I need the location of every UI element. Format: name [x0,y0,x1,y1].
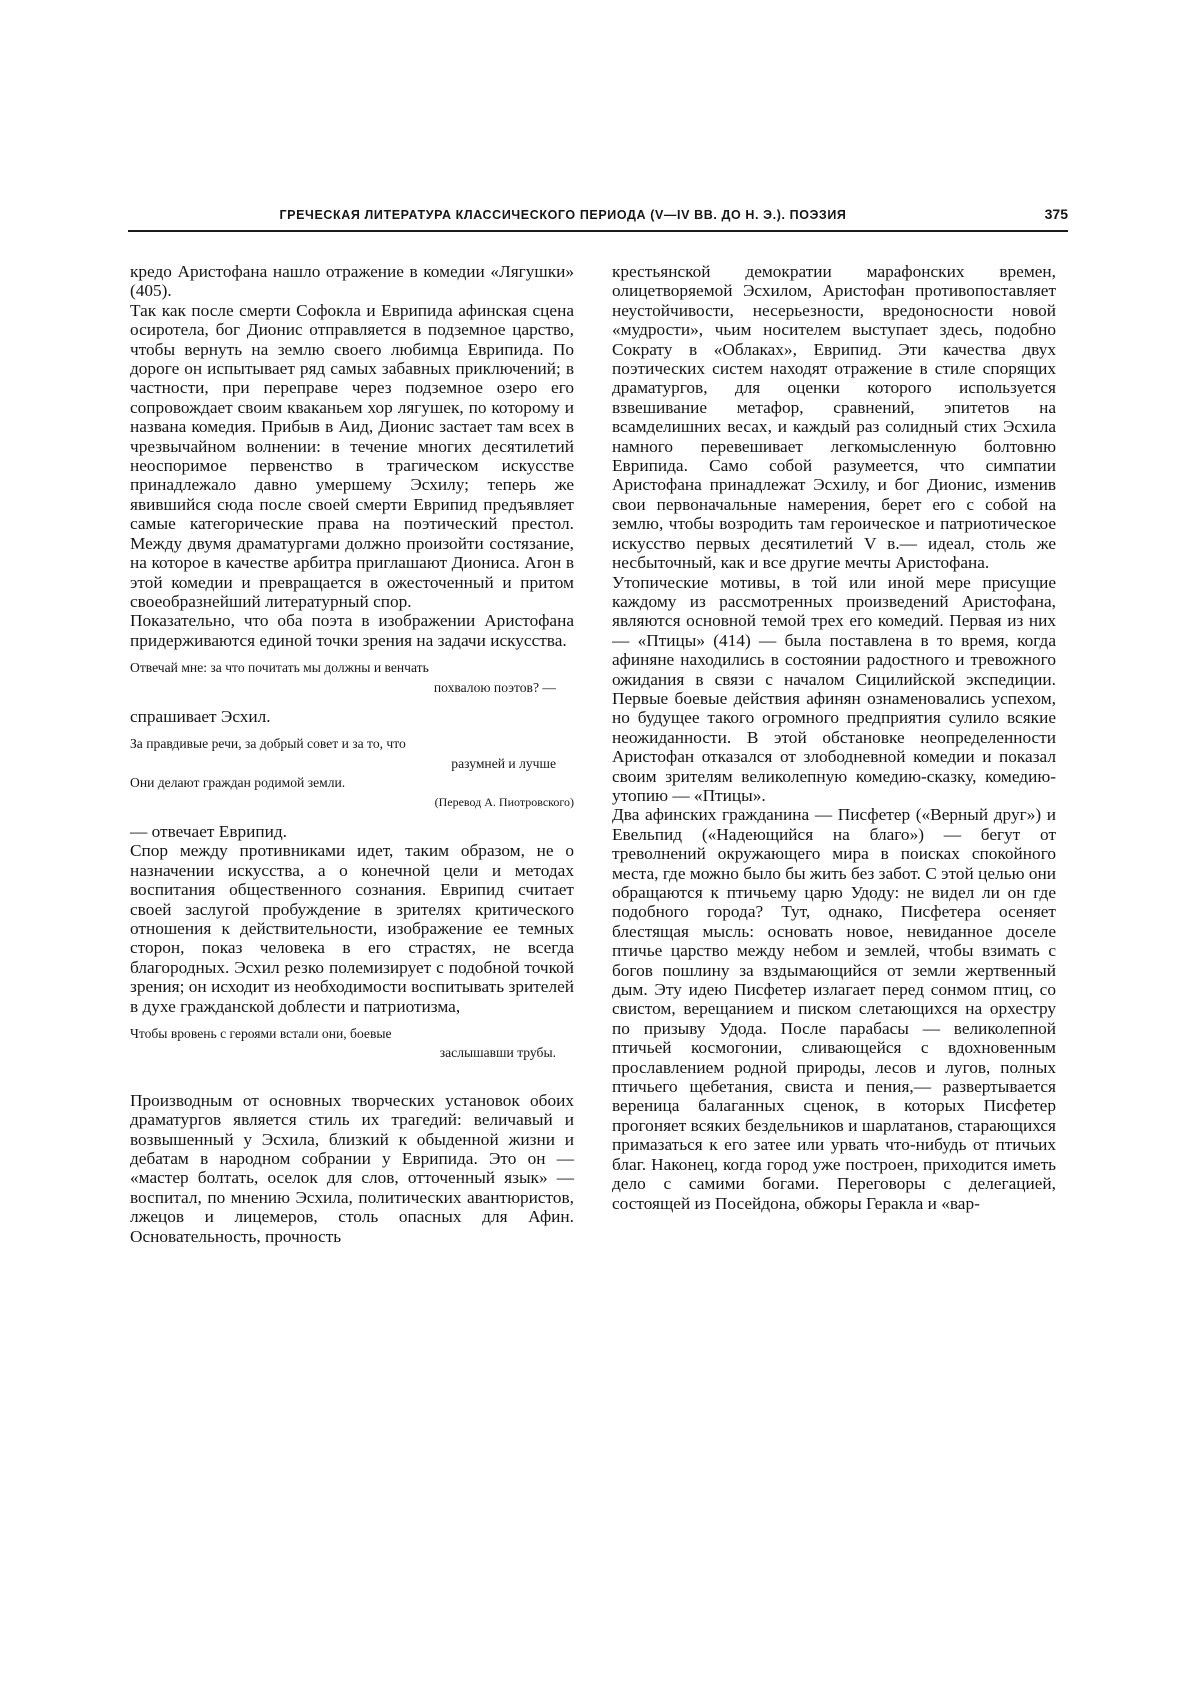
right-column [612,262,1056,1213]
paragraph: Спор между противниками идет, таким образом, не о назначении искусства, а о конечной цели и методах воспитания общественного сознания. Еврипид считает своей заслугой пробуждение в зрителях критического отношения к действительности, изображение ее темных сторон, показ человека в его страстях, не всегда благородных. Эсхил резко полемизирует с подобной точкой зрения; он исходит из необходимости воспитывать зрителей в духе гражданской доблести и патриотизма, [130,841,574,1016]
verse-line: заслышавши трубы. [439,1045,556,1061]
paragraph: — отвечает Еврипид. [130,821,287,841]
verse-line: За правдивые речи, за добрый совет и за то, что [130,736,406,752]
verse-line: Они делают граждан родимой земли. [130,775,346,791]
running-title: ГРЕЧЕСКАЯ ЛИТЕРАТУРА КЛАССИЧЕСКОГО ПЕРИОДА (V—IV ВВ. ДО Н. Э.). ПОЭЗИЯ [279,208,847,222]
verse-line: Чтобы вровень с героями встали они, боевые [130,1026,392,1042]
page-number: 375 [1044,206,1068,222]
paragraph: Показательно, что оба поэта в изображении Аристофана придерживаются единой точки зрения на задачи искусства. [130,611,574,650]
verse-line: Отвечай мне: за что почитать мы должны и венчать [130,660,429,676]
translation-credit: (Перевод А. Пиотровского) [434,794,574,809]
verse-quote [130,658,574,697]
verse-quote [130,734,574,812]
left-column [130,262,574,1246]
verse-line: похвалою поэтов? — [433,679,556,695]
paragraph: Производным от основных творческих установок обоих драматургов является стиль их трагедий: величавый и возвышенный у Эсхила, близкий к обыденной жизни и дебатам в народном собрании у Еврипида. Это он — «мастер болтать, оселок для слов, отточенный язык» — воспитал, по мнению Эсхила, политических авантюристов, лжецов и лицемеров, столь опасных для Афин. Основательность, прочность [130,1090,574,1246]
verse-line: разумней и лучше [451,755,556,771]
paragraph: кредо Аристофана нашло отражение в комедии «Лягушки» (405). [130,262,574,301]
paragraph: спрашивает Эсхил. [130,706,271,726]
verse-quote [130,1024,574,1063]
paragraph: Утопические мотивы, в той или иной мере присущие каждому из рассмотренных произведений Аристофана, являются основной темой трех его комедий. Первая из них — «Птицы» (414) — была поставлена в то время, когда афиняне находились в состоянии радостного и тревожного ожидания в связи с началом Сицилийской экспедиции. Первые боевые действия афинян ознаменовались успехом, но будущее такого огромного предприятия сулило всякие неожиданности. В этой обстановке неопределенности Аристофан отказался от злободневной комедии и показал своим зрителям великолепную комедию-сказку, комедию-утопию — «Птицы». [612,572,1056,805]
paragraph: Так как после смерти Софокла и Еврипида афинская сцена осиротела, бог Дионис отправляется в подземное царство, чтобы вернуть на землю своего любимца Еврипида. По дороге он испытывает ряд самых забавных приключений; в частности, при переправе через подземное озеро его сопровождает своим кваканьем хор лягушек, по которому и названа комедия. Прибыв в Аид, Дионис застает там всех в чрезвычайном волнении: в течение многих десятилетий неоспоримое первенство в трагическом искусстве принадлежало давно умершему Эсхилу; теперь же явившийся сюда после своей смерти Еврипид предъявляет самые категорические права на поэтический престол. Между двумя драматургами должно произойти состязание, на которое в качестве арбитра приглашают Диониса. Агон в этой комедии и превращается в ожесточенный и притом своеобразнейший литературный спор. [130,300,574,611]
paragraph: крестьянской демократии марафонских времен, олицетворяемой Эсхилом, Аристофан противопоставляет неустойчивости, несерьезности, вредоносности новой «мудрости», чьим носителем выступает здесь, подобно Сократу в «Облаках», Еврипид. Эти качества двух поэтических систем находят отражение в стиле спорящих драматургов, для оценки которого используется взвешивание метафор, сравнений, эпитетов на всамделишних весах, и каждый раз солидный стих Эсхила намного перевешивает легкомысленную болтовню Еврипида. Само собой разумеется, что симпатии Аристофана принадлежат Эсхилу, и бог Дионис, изменив свои первоначальные намерения, берет его с собой на землю, чтобы возродить там героическое и патриотическое искусство первых десятилетий V в.— идеал, столь же несбыточный, как и все другие мечты Аристофана. [612,262,1056,573]
paragraph: Два афинских гражданина — Писфетер («Верный друг») и Евельпид («Надеющийся на благо») — бегут от треволнений окружающего мира в поисках спокойного места, где можно было бы жить без забот. С этой целью они обращаются к птичьему царю Удоду: не видел ли он где подобного города? Тут, однако, Писфетера осеняет блестящая мысль: основать новое, невиданное доселе птичье царство между небом и землей, чтобы взимать с богов пошлину за вздымающийся от земли жертвенный дым. Эту идею Писфетер излагает перед сонмом птиц, со свистом, верещанием и писком слетающихся на орхестру по призыву Удода. После парабасы — великолепной птичьей космогонии, сливающейся с вдохновенным прославлением родной природы, лесов и лугов, полных птичьего щебетания, свиста и пения,— развертывается вереница балаганных сценок, в которых Писфетер прогоняет всяких бездельников и шарлатанов, старающихся примазаться к его затее или урвать что-нибудь от птичьих благ. Наконец, когда город уже построен, приходится иметь дело с самими богами. Переговоры с делегацией, состоящей из Посейдона, обжоры Геракла и «вар- [612,805,1056,1213]
running-header [128,206,1068,232]
